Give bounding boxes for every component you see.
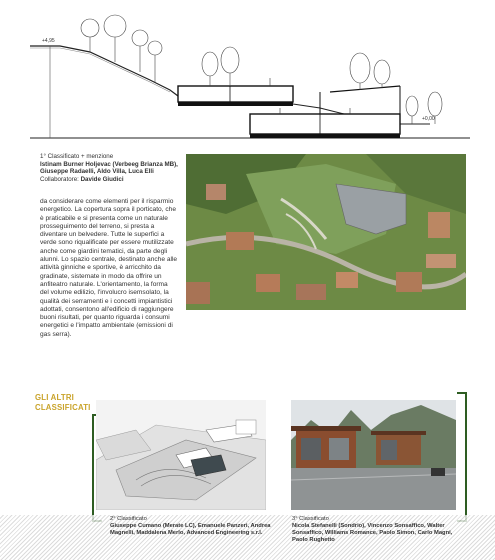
body-text	[40, 198, 178, 339]
caption-first-title: 1° Classificato + menzione	[40, 153, 114, 160]
others-heading-line2: CLASSIFICATI	[35, 402, 91, 412]
third-place-render	[291, 400, 456, 510]
caption-second-authors: Giuseppe Cumano (Merate LC), Emanuele Panzeri, Andrea Magnelli, Maddalena Merlo, Advanced Engineering s.r.l.	[110, 523, 271, 536]
caption-first-collaborator	[40, 176, 180, 184]
caption-first-authors-1: Istinam Burner Holjevac (Verbeeg Brianza MB),	[40, 160, 178, 168]
second-place-render	[96, 400, 266, 510]
level-label-upper: +4,95	[42, 38, 55, 44]
collaborator-name: Davide Giudici	[80, 175, 124, 183]
caption-first-place	[40, 153, 180, 183]
caption-second-title: 2° Classificato	[110, 516, 147, 522]
caption-third-place	[292, 516, 464, 544]
collaborator-prefix: Collaboratore:	[40, 175, 81, 183]
caption-second-place	[110, 516, 285, 537]
others-heading	[35, 393, 91, 412]
level-label-lower: +0,00	[422, 116, 435, 122]
section-drawing	[30, 8, 470, 150]
caption-third-authors: Nicola Stefanelli (Sondrio), Vincenzo Sonsaffico, Walter Sonsaffico, Williams Romance, Paolo Simon, Carlo Magni, Paolo Rughetto	[292, 523, 453, 543]
frame-right-bracket	[457, 392, 467, 522]
body-paragraph: da considerare come elementi per il risparmio energetico. La copertura sopra il porticato, che è praticabile e si presenta come un naturale prosseguimento del terreno, si presta a diventare un belvedere. Tutte le superfici a verde sono riqualificate per essere mutilizzate anche come giardini tematici, da parte degli alunni. Lo spazio centrale, destinato anche alle attività ginniche e sportive, è arricchito da gradinate, sistemate in modo da offrire un anfiteatro naturale. L'orientamento, la forma del volume edilizio, l'involucro isemsolato, la qualità dei serramenti e i concetti impiantistici adottati, consentono all'edificio di raggiungere buoni risultati, per quanto riguarda i consumi energetici e l'impatto ambientale (emissioni di gas serra).	[40, 198, 178, 338]
aerial-photo	[186, 154, 466, 310]
others-heading-line1: GLI ALTRI	[35, 393, 75, 402]
caption-first-authors-2: Giuseppe Radaelli, Aldo Villa, Luca Elli	[40, 168, 154, 176]
caption-third-title: 3° Classificato	[292, 516, 329, 522]
